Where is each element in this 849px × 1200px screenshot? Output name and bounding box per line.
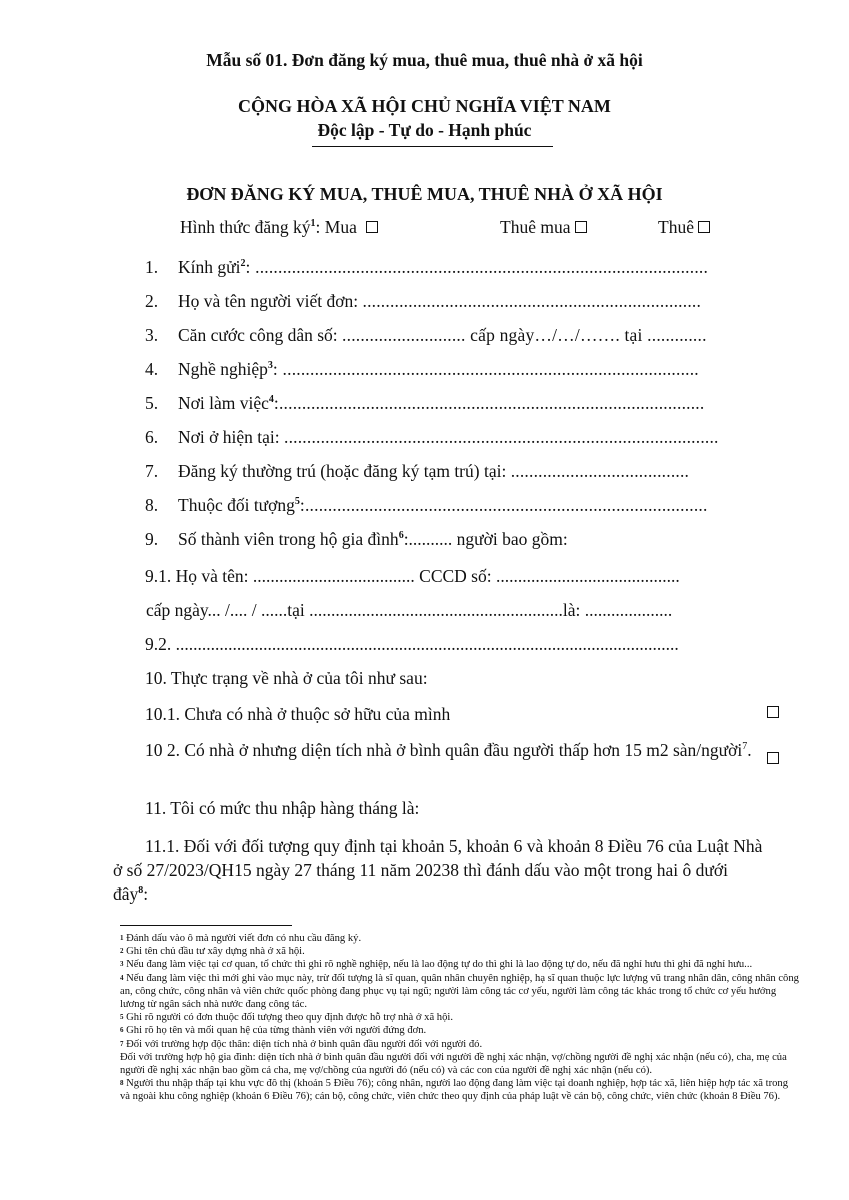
footnote-1: $^1$ Đánh dấu vào ô mà người viết đơn có nhu cầu đăng ký. xyxy=(120,933,362,944)
field-workplace[interactable]: 5. Nơi làm việc$^4$:............................................................................................. xyxy=(145,393,705,413)
footnote-7-continued: Đối với trường hợp hộ gia đình: diện tích nhà ở bình quân đầu người đối với người đề nghị xác nhận, vợ/chồng người đề nghị xác nhận (nếu có), cha, mẹ của người đề nghị xác nhận bao gồm cả cha, mẹ vợ/chồng của người đó (nếu có) và các con của người đề nghị xác nhận (nếu có). xyxy=(120,1051,787,1077)
footnotes xyxy=(120,932,800,1104)
checkbox-mua[interactable] xyxy=(366,221,378,233)
field-citizen-id[interactable]: 3. Căn cước công dân số: ........................... cấp ngày…/…/……. tại ............. xyxy=(145,325,707,345)
document-title: ĐƠN ĐĂNG KÝ MUA, THUÊ MUA, THUÊ NHÀ Ở XÃ HỘI xyxy=(186,184,663,204)
field-permanent-residence[interactable]: 7. Đăng ký thường trú (hoặc đăng ký tạm trú) tại: ....................................... xyxy=(145,461,690,481)
field-occupation[interactable]: 4. Nghề nghiệp$^3$: ........................................................................................... xyxy=(145,359,699,379)
option-thue-label: Thuê xyxy=(658,217,694,237)
income-paragraph: 11.1. Đối với đối tượng quy định tại khoản 5, khoản 6 và khoản 8 Điều 76 của Luật Nhà ở số 27/2023/QH15 ngày 27 tháng 11 năm 20238 thì đánh dấu vào một trong hai ô dưới đây$^8$: xyxy=(113,836,763,904)
field-member-1-issue[interactable]: cấp ngày... /.... / ......tại ..........................................................là: .................... xyxy=(146,600,673,620)
field-beneficiary-category[interactable]: 8. Thuộc đối tượng$^5$:........................................................................................ xyxy=(145,495,708,515)
form-number-title: Mẫu số 01. Đơn đăng ký mua, thuê mua, thuê nhà ở xã hội xyxy=(206,50,643,70)
checkbox-thue-mua[interactable] xyxy=(575,221,587,233)
footnote-4: $^4$ Nếu đang làm việc thì mới ghi vào mục này, trừ đối tượng là sĩ quan, quân nhân chuyên nghiệp, hạ sĩ quan thuộc lực lượng vũ trang nhân dân, công nhân công an, công chức, công nhân và viên chức quốc phòng đang phục vụ tại ngũ; người làm công tác cơ yếu, người làm công tác khác trong tổ chức cơ yếu hưởng lương từ ngân sách nhà nước đang công tác. xyxy=(120,972,799,1011)
national-motto: Độc lập - Tự do - Hạnh phúc xyxy=(317,120,532,140)
field-member-2[interactable]: 9.2. ................................................................................................................... xyxy=(145,634,679,654)
housing-option-1-label: 10.1. Chưa có nhà ở thuộc sở hữu của mình xyxy=(145,704,451,724)
option-mua-label: Mua xyxy=(324,217,357,237)
footnote-7: $^7$ Đối với trường hợp độc thân: diện tích nhà ở bình quân đầu người đối với người đó. xyxy=(120,1038,483,1050)
footnote-6: $^6$ Ghi rõ họ tên và mối quan hệ của từng thành viên với người đứng đơn. xyxy=(120,1025,427,1037)
footnote-2: $^2$ Ghi tên chủ đầu tư xây dựng nhà ở xã hội. xyxy=(120,946,305,958)
footnote-separator xyxy=(120,925,292,926)
motto-underline xyxy=(312,146,553,147)
option-thue xyxy=(658,216,710,238)
housing-option-2-label: 10 2. Có nhà ở nhưng diện tích nhà ở bình quân đầu người thấp hơn 15 m2 sàn/người$^7$. xyxy=(145,740,752,760)
field-member-1-name-id[interactable]: 9.1. Họ và tên: ..................................... CCCD số: .......................................... xyxy=(145,566,680,586)
option-thue-mua-label: Thuê mua xyxy=(500,217,571,237)
checkbox-housing-option-1[interactable] xyxy=(767,706,779,718)
field-household-members[interactable]: 9. Số thành viên trong hộ gia đình$^6$:.......... người bao gồm: xyxy=(145,529,568,549)
field-recipient[interactable]: 1. Kính gửi$^2$: ................................................................................................... xyxy=(145,257,709,277)
checkbox-housing-option-2[interactable] xyxy=(767,752,779,764)
housing-status-heading: 10. Thực trạng về nhà ở của tôi như sau: xyxy=(145,668,428,688)
field-current-residence[interactable]: 6. Nơi ở hiện tại: ............................................................................................... xyxy=(145,427,719,447)
income-heading: 11. Tôi có mức thu nhập hàng tháng là: xyxy=(145,798,420,818)
option-thue-mua xyxy=(500,216,587,238)
field-applicant-name[interactable]: 2. Họ và tên người viết đơn: .......................................................................... xyxy=(145,291,702,311)
footnote-3: $^3$ Nếu đang làm việc tại cơ quan, tổ chức thì ghi rõ nghề nghiệp, nếu là lao động tự do thì ghi là lao động tự do, nếu đã nghỉ hưu thì ghi đã nghỉ hưu... xyxy=(120,959,753,971)
checkbox-thue[interactable] xyxy=(698,221,710,233)
registration-type-label: Hình thức đăng $ký^1$: Mua xyxy=(180,216,378,238)
national-title: CỘNG HÒA XÃ HỘI CHỦ NGHĨA VIỆT NAM xyxy=(238,96,611,116)
footnote-5: $^5$ Ghi rõ người có đơn thuộc đối tượng theo quy định được hỗ trợ nhà ở xã hội. xyxy=(120,1012,453,1024)
footnote-8: $^8$ Người thu nhập thấp tại khu vực đô thị (khoản 5 Điều 76); công nhân, người lao động đang làm việc tại doanh nghiệp, hợp tác xã, liên hiệp hợp tác xã trong và ngoài khu công nghiệp (khoản 6 Điều 76); cán bộ, công chức, viên chức theo quy định của pháp luật về cán bộ, công chức, viên chức (khoản 8 Điều 76). xyxy=(120,1078,789,1103)
